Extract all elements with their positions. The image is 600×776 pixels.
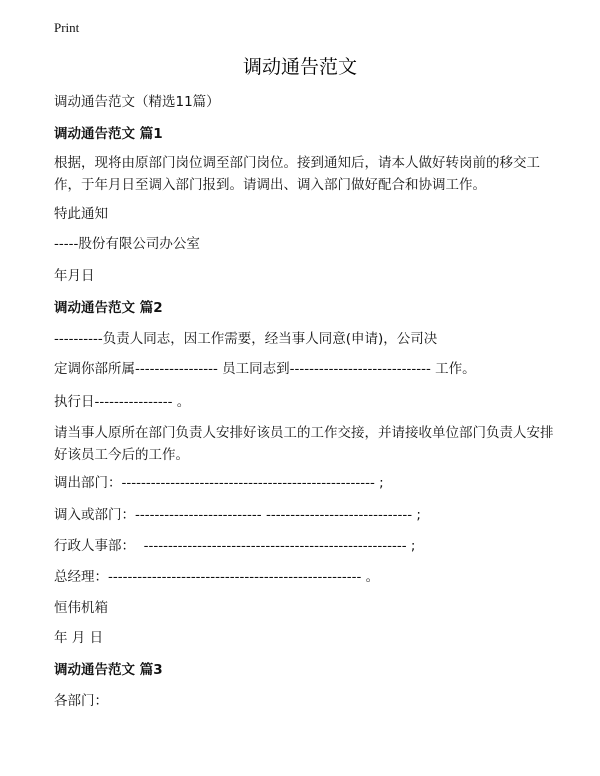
in-department-line: 调入或部门：-------------------------- ------------------------------ ; [54, 507, 421, 523]
section-1-paragraph: 根据，现将由原部门岗位调至部门岗位。接到通知后，请本人做好转岗前的移交工作，于年月日至调入部门报到。请调出、调入部门做好配合和协调工作。 [54, 155, 540, 193]
general-manager-line: 总经理：---------------------------------------------------- 。 [54, 569, 380, 585]
section-2-heading: 调动通告范文 篇2 [54, 300, 163, 316]
section-2-line-1: ----------负责人同志，因工作需要，经当事人同意(申请)，公司决 [54, 331, 438, 347]
print-link[interactable]: Print [54, 20, 80, 35]
section-1-signature: -----股份有限公司办公室 [54, 236, 200, 252]
section-1-date: 年月日 [54, 268, 95, 284]
section-3-greeting: 各部门： [54, 693, 108, 709]
section-1-notice: 特此通知 [54, 206, 108, 222]
section-3-heading: 调动通告范文 篇3 [54, 662, 163, 678]
section-2-paragraph: 请当事人原所在部门负责人安排好该员工的工作交接，并请接收单位部门负责人安排好该员工今后的工作。 [54, 425, 554, 463]
out-department-line: 调出部门：---------------------------------------------------- ; [54, 475, 384, 491]
section-2-line-2: 定调你部所属----------------- 员工同志到----------------------------- 工作。 [54, 361, 476, 377]
section-2-line-3: 执行日---------------- 。 [54, 394, 191, 410]
section-1-heading: 调动通告范文 篇1 [54, 126, 163, 142]
section-2-date: 年 月 日 [54, 630, 104, 646]
intro-line: 调动通告范文（精选11篇） [54, 94, 220, 110]
admin-hr-line: 行政人事部： ------------------------------------------------------ ; [54, 538, 416, 554]
page-title: 调动通告范文 [242, 56, 357, 78]
company-name: 恒伟机箱 [54, 600, 108, 616]
